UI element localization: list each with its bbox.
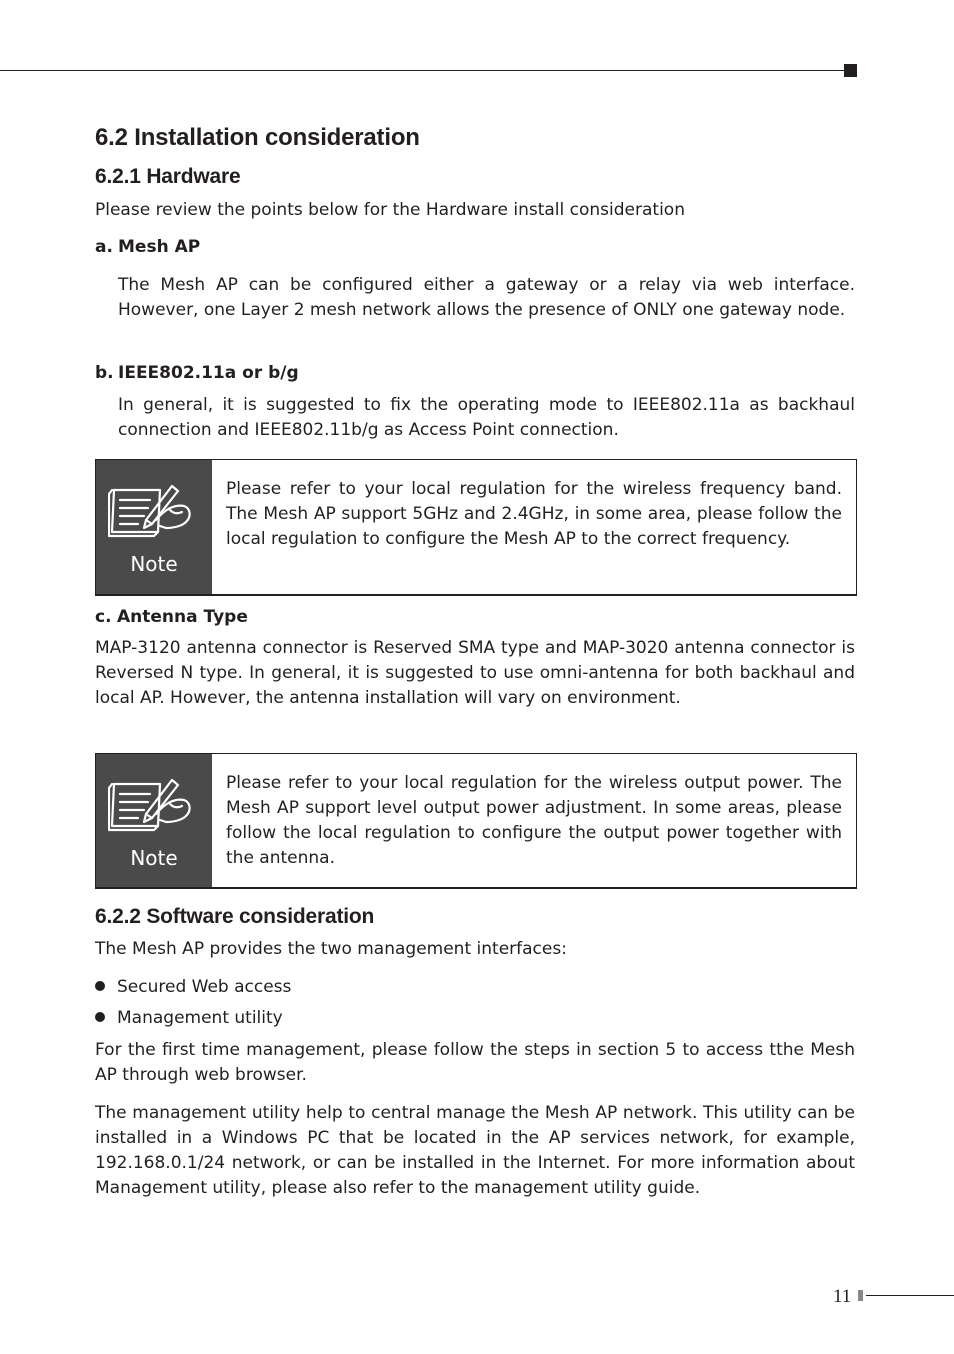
page-number: 11 — [833, 1286, 852, 1307]
item-c-text: MAP-3120 antenna connector is Reserved SMA type and MAP-3020 antenna connector is Reversed N type. In general, it is suggested to use omni-antenna for both backhaul and local AP. However, the antenna installation will vary on environment. — [95, 638, 855, 708]
item-b-marker: b. — [95, 363, 114, 383]
item-b-title: IEEE802.11a or b/g — [118, 363, 299, 383]
note-label: Note — [130, 552, 178, 576]
note-panel — [96, 754, 212, 887]
header-square-marker — [844, 64, 857, 77]
footer-marker — [858, 1290, 863, 1301]
note-hand-writing-icon — [108, 774, 198, 838]
item-b-text: In general, it is suggested to fix the operating mode to IEEE802.11a as backhaul connection and IEEE802.11b/g as Access Point connection. — [118, 395, 855, 440]
item-a-marker: a. — [95, 237, 113, 257]
note-text-power: Please refer to your local regulation for the wireless output power. The Mesh AP support level output power adjustment. In some areas, please follow the local regulation to configure the output power together with the antenna. — [226, 773, 842, 868]
hardware-intro: Please review the points below for the Hardware install consideration — [95, 200, 685, 220]
item-c-heading — [95, 605, 248, 630]
item-b-heading — [95, 361, 299, 386]
item-a-title: Mesh AP — [118, 237, 201, 257]
item-c-marker: c. — [95, 607, 112, 627]
section-title: 6.2 Installation consideration — [95, 124, 420, 151]
note-hand-writing-icon — [108, 480, 198, 544]
bullet-dot-icon — [95, 981, 105, 991]
note-box-power — [95, 753, 857, 889]
bullet-item — [95, 975, 291, 1000]
bullet-dot-icon — [95, 1012, 105, 1022]
software-paragraph-utility: The management utility help to central manage the Mesh AP network. This utility can be installed in a Windows PC that be located in the AP services network, for example, 192.168.0.1/24 network, or can be installed in the Internet. For more information about Management utility, please also refer to the management utility guide. — [95, 1103, 855, 1198]
note-text-frequency: Please refer to your local regulation for the wireless frequency band. The Mesh AP support 5GHz and 2.4GHz, in some area, please follow the local regulation to configure the Mesh AP to the correct frequency. — [226, 479, 842, 549]
item-a-heading — [95, 235, 200, 260]
note-label: Note — [130, 846, 178, 870]
software-title: 6.2.2 Software consideration — [95, 905, 375, 928]
note-panel — [96, 460, 212, 594]
item-c-title: Antenna Type — [117, 607, 248, 627]
software-paragraph-first-time: For the first time management, please follow the steps in section 5 to access tthe Mesh AP through web browser. — [95, 1040, 855, 1085]
footer-rule — [866, 1295, 954, 1296]
note-box-frequency — [95, 459, 857, 596]
bullet-item — [95, 1006, 283, 1031]
item-a-text: The Mesh AP can be configured either a gateway or a relay via web interface. However, one Layer 2 mesh network allows the presence of ONLY one gateway node. — [118, 275, 855, 320]
software-intro: The Mesh AP provides the two management interfaces: — [95, 939, 567, 959]
header-rule — [0, 70, 845, 71]
hardware-title: 6.2.1 Hardware — [95, 165, 241, 188]
bullet-text: Secured Web access — [117, 977, 292, 997]
bullet-text: Management utility — [117, 1008, 283, 1028]
